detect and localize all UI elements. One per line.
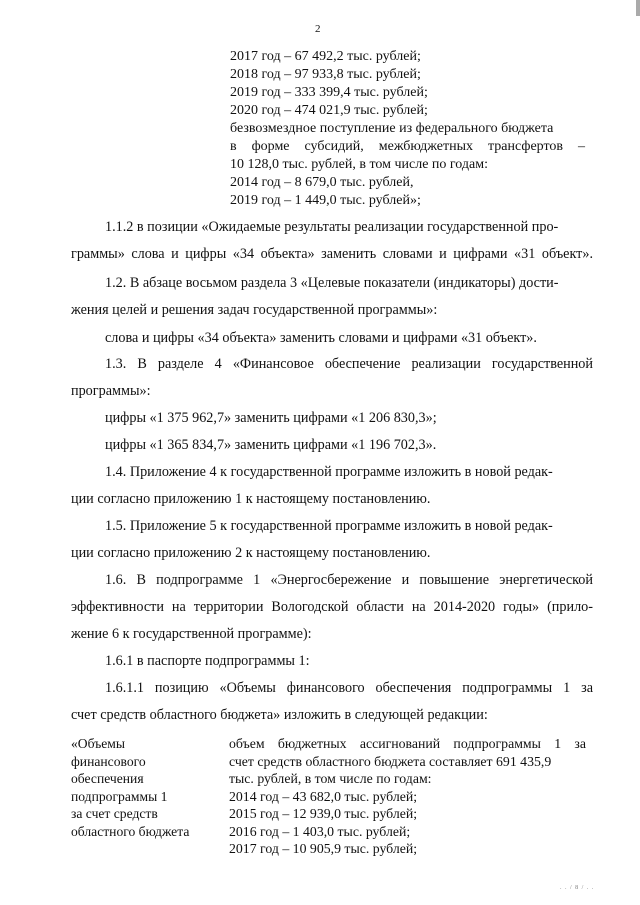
budget-line: 2018 год – 97 933,8 тыс. рублей; [230, 67, 421, 82]
table-left-line: обеспечения [71, 771, 144, 786]
table-right-line: 2017 год – 10 905,9 тыс. рублей; [229, 841, 418, 856]
table-right-line: тыс. рублей, в том числе по годам: [229, 771, 432, 786]
table-right-line: 2014 год – 43 682,0 тыс. рублей; [229, 788, 418, 804]
paragraph-1-6-1-1-line-2: счет средств областного бюджета» изложить в следующей редакции: [71, 707, 488, 723]
paragraph-1-5-line-2: ции согласно приложению 2 к настоящему постановлению. [71, 545, 431, 561]
paragraph-1-6-line-2: эффективности на территории Вологодской области на 2014-2020 годы» (прило- [71, 599, 593, 615]
paragraph-1-2-line-2: жения целей и решения задач государственной программы»: [71, 302, 438, 318]
table-left-line: подпрограммы 1 [71, 788, 168, 804]
budget-line: 2019 год – 1 449,0 тыс. рублей»; [230, 193, 421, 208]
paragraph-1-3-line-2: программы»: [71, 383, 151, 399]
budget-line: в форме субсидий, межбюджетных трансфертов – [230, 139, 585, 154]
table-left-line: «Объемы [71, 736, 125, 751]
paragraph-1-3-line-4: цифры «1 365 834,7» заменить цифрами «1 196 702,3». [105, 437, 437, 453]
top-budget-block [230, 48, 585, 210]
paragraph-1-2-line-3: слова и цифры «34 объекта» заменить словами и цифрами «31 объект». [105, 330, 537, 346]
paragraph-1-6-line-1: 1.6. В подпрограмме 1 «Энергосбережение и повышение энергетической [105, 572, 593, 588]
budget-line: 2019 год – 333 399,4 тыс. рублей; [230, 85, 428, 100]
budget-line: безвозмездное поступление из федерального бюджета [230, 121, 554, 136]
scan-mark: . . / 8 / . . [560, 885, 595, 891]
paragraph-1-4-line-2: ции согласно приложению 1 к настоящему постановлению. [71, 491, 431, 507]
table-left-line: финансового [71, 753, 146, 769]
paragraph-1-3-line-1: 1.3. В разделе 4 «Финансовое обеспечение реализации государственной [105, 356, 593, 372]
paragraph-1-2-line-1: 1.2. В абзаце восьмом раздела 3 «Целевые показатели (индикаторы) дости- [105, 275, 559, 291]
paragraph-1-6-1: 1.6.1 в паспорте подпрограммы 1: [105, 653, 310, 669]
table-right-line: 2016 год – 1 403,0 тыс. рублей; [229, 823, 411, 839]
page-number: 2 [315, 23, 321, 35]
budget-line: 2020 год – 474 021,9 тыс. рублей; [230, 103, 428, 118]
paragraph-1-1-2-line-1: 1.1.2 в позиции «Ожидаемые результаты реализации государственной про- [105, 219, 559, 235]
budget-line: 2014 год – 8 679,0 тыс. рублей, [230, 175, 414, 190]
paragraph-1-3-line-3: цифры «1 375 962,7» заменить цифрами «1 206 830,3»; [105, 410, 437, 426]
paragraph-1-4-line-1: 1.4. Приложение 4 к государственной программе изложить в новой редак- [105, 464, 553, 480]
paragraph-1-5-line-1: 1.5. Приложение 5 к государственной программе изложить в новой редак- [105, 518, 553, 534]
table-right-line: счет средств областного бюджета составляет 691 435,9 [229, 753, 552, 769]
table-right-cell [229, 735, 586, 858]
paragraph-1-1-2-line-2: граммы» слова и цифры «34 объекта» заменить словами и цифрами «31 объект». [71, 246, 593, 262]
scan-edge-artifact [636, 0, 640, 16]
table-right-line: объем бюджетных ассигнований подпрограммы 1 за [229, 736, 586, 751]
table-right-line: 2015 год – 12 939,0 тыс. рублей; [229, 806, 418, 821]
budget-line: 2017 год – 67 492,2 тыс. рублей; [230, 49, 421, 64]
table-left-line: областного бюджета [71, 823, 190, 839]
paragraph-1-6-1-1-line-1: 1.6.1.1 позицию «Объемы финансового обеспечения подпрограммы 1 за [105, 680, 593, 696]
table-left-cell [71, 735, 189, 840]
table-left-line: за счет средств [71, 806, 158, 821]
budget-line: 10 128,0 тыс. рублей, в том числе по годам: [230, 157, 488, 172]
paragraph-1-6-line-3: жение 6 к государственной программе): [71, 626, 312, 642]
